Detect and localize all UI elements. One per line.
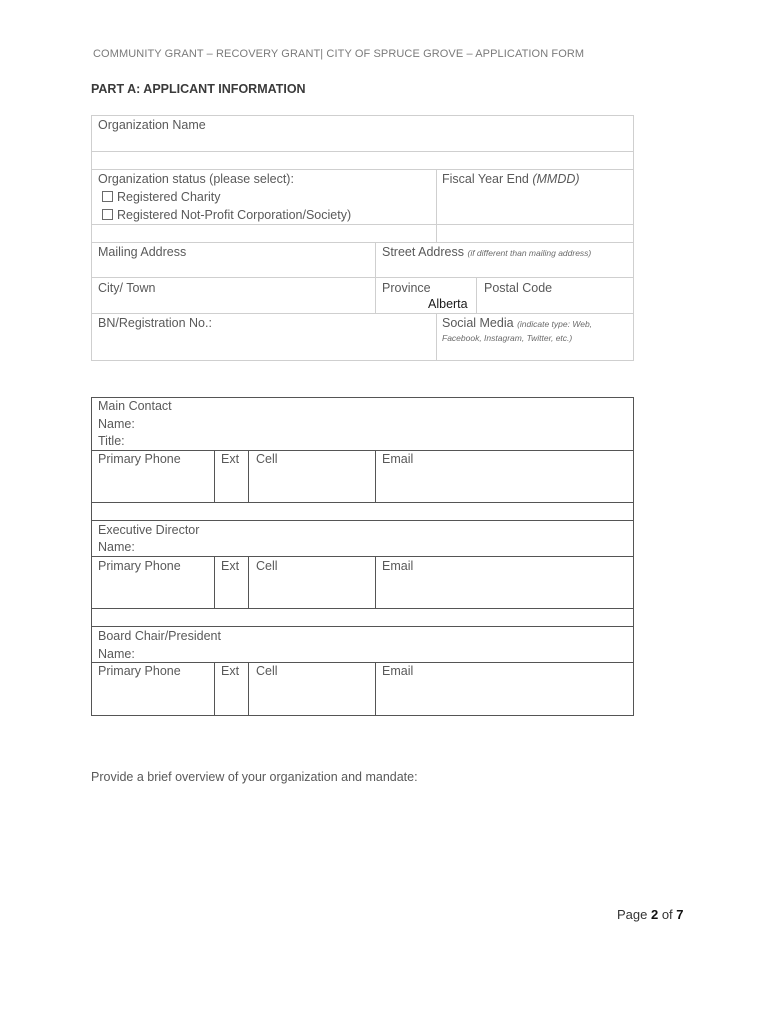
executive-director-cell-field[interactable]: Cell bbox=[256, 559, 278, 573]
province-value[interactable]: Alberta bbox=[428, 297, 468, 311]
registered-charity-checkbox[interactable] bbox=[102, 189, 221, 207]
board-chair-email-field[interactable]: Email bbox=[382, 664, 414, 678]
executive-director-phone-field[interactable]: Primary Phone bbox=[98, 559, 181, 573]
current-page: 2 bbox=[650, 907, 659, 922]
document-header: COMMUNITY GRANT – RECOVERY GRANT| CITY OF SPRUCE GROVE – APPLICATION FORM bbox=[93, 48, 585, 60]
social-media-note-continued: Facebook, Instagram, Twitter, etc.) bbox=[442, 333, 573, 343]
mailing-address-field[interactable]: Mailing Address bbox=[98, 245, 187, 259]
overview-prompt: Provide a brief overview of your organization and mandate: bbox=[91, 770, 418, 784]
page-number bbox=[617, 907, 684, 922]
city-town-field[interactable]: City/ Town bbox=[98, 281, 156, 295]
registered-not-profit-label: Registered Not-Profit Corporation/Society) bbox=[117, 208, 352, 222]
page-of: of bbox=[658, 907, 677, 922]
street-address-field[interactable] bbox=[382, 244, 591, 263]
registered-charity-label: Registered Charity bbox=[117, 190, 221, 204]
main-contact-ext-field[interactable]: Ext bbox=[221, 452, 240, 466]
executive-director-heading: Executive Director bbox=[98, 523, 200, 537]
board-chair-phone-field[interactable]: Primary Phone bbox=[98, 664, 181, 678]
board-chair-cell-field[interactable]: Cell bbox=[256, 664, 278, 678]
executive-director-name-field[interactable]: Name: bbox=[98, 540, 135, 554]
organization-name-field[interactable]: Organization Name bbox=[98, 118, 206, 132]
main-contact-heading: Main Contact bbox=[98, 399, 172, 413]
main-contact-email-field[interactable]: Email bbox=[382, 452, 414, 466]
checkbox-icon[interactable] bbox=[102, 191, 113, 202]
main-contact-phone-field[interactable]: Primary Phone bbox=[98, 452, 181, 466]
province-label: Province bbox=[382, 281, 431, 295]
fiscal-year-format: (MMDD) bbox=[532, 172, 580, 186]
organization-status-label: Organization status (please select): bbox=[98, 172, 294, 186]
street-address-note: (if different than mailing address) bbox=[467, 248, 592, 258]
board-chair-name-field[interactable]: Name: bbox=[98, 647, 135, 661]
social-media-note: (indicate type: Web, bbox=[517, 319, 593, 329]
main-contact-title-field[interactable]: Title: bbox=[98, 434, 125, 448]
main-contact-cell-field[interactable]: Cell bbox=[256, 452, 278, 466]
executive-director-ext-field[interactable]: Ext bbox=[221, 559, 240, 573]
checkbox-icon[interactable] bbox=[102, 209, 113, 220]
executive-director-email-field[interactable]: Email bbox=[382, 559, 414, 573]
board-chair-heading: Board Chair/President bbox=[98, 629, 221, 643]
registered-not-profit-checkbox[interactable] bbox=[102, 207, 351, 225]
social-media-label: Social Media bbox=[442, 316, 514, 330]
total-pages: 7 bbox=[676, 907, 684, 922]
bn-registration-field[interactable]: BN/Registration No.: bbox=[98, 316, 212, 330]
section-title: PART A: APPLICANT INFORMATION bbox=[91, 82, 306, 96]
main-contact-name-field[interactable]: Name: bbox=[98, 417, 135, 431]
board-chair-ext-field[interactable]: Ext bbox=[221, 664, 240, 678]
street-address-label: Street Address bbox=[382, 245, 464, 259]
postal-code-field[interactable]: Postal Code bbox=[484, 281, 553, 295]
fiscal-year-end-field[interactable] bbox=[442, 171, 580, 189]
fiscal-year-end-label: Fiscal Year End bbox=[442, 172, 529, 186]
page-prefix: Page bbox=[617, 907, 651, 922]
